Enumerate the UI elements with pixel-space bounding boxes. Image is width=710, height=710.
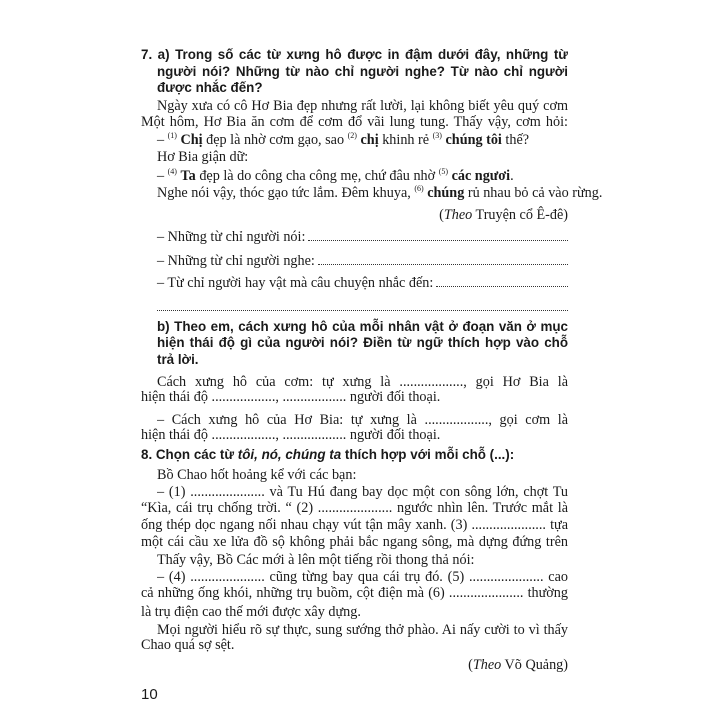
q7-title: 7. a) Trong số các từ xưng hô được in đậm dưới đây, những từ [141,47,568,62]
story-line: “Kìa, cái trụ chống trời. “ (2) ..................... ngước nhìn lên. Trước mắt là [141,500,568,516]
fill-line: hiện thái độ .................., .................. người đối thoại. [141,427,441,443]
story-line: – (4) ..................... cũng từng bay qua cái trụ đó. (5) ..................... cao [157,569,568,585]
page-number: 10 [141,686,158,703]
q8-title: 8. Chọn các từ tôi, nó, chúng ta thích hợp với mỗi chỗ (...): [141,447,515,462]
story-line: là trụ điện cao thế mới được xây dựng. [141,604,361,620]
q7-title: được nhắc đến? [157,80,263,95]
source-citation: (Theo Võ Quảng) [468,657,568,673]
story-line: một cái cầu xe lửa đồ sộ không phải bắc ngang sông, mà dựng đứng trên [141,534,568,550]
story-line: ống thép dọc ngang nối nhau chạy vút tận mây xanh. (3) ..................... tựa [141,517,568,533]
source-citation: (Theo Truyện cổ Ê-đê) [439,207,568,223]
q7b-title: b) Theo em, cách xưng hô của mỗi nhân vật ở đoạn văn ở mục [157,319,568,334]
fill-line: hiện thái độ .................., .................. người đối thoại. [141,389,441,405]
story-line: Một hôm, Hơ Bia ăn cơm để cơm đổ vãi lung tung. Thấy vậy, cơm hỏi: [141,114,568,130]
fill-line: Cách xưng hô của cơm: tự xưng là .................., gọi Hơ Bia là [157,374,568,390]
answer-line[interactable]: – Từ chỉ người hay vật mà câu chuyện nhắc đến: [157,274,568,292]
answer-line[interactable] [157,298,568,316]
story-line: cả những ống khói, những trụ buồm, cột điện mà (6) ..................... thường [141,585,568,601]
q7-title: người nói? Những từ nào chỉ người nghe? Từ nào chỉ người [157,64,568,79]
answer-line[interactable]: – Những từ chỉ người nói: [157,228,568,246]
story-line: Mọi người hiểu rõ sự thực, sung sướng thở phào. Ai nấy cười to vì thấy [157,622,568,638]
fill-line: – Cách xưng hô của Hơ Bia: tự xưng là .................., gọi cơm là [157,412,568,428]
story-line: Thấy vậy, Bồ Các mới à lên một tiếng rồi thong thả nói: [157,552,475,568]
dialogue-1: – $^{(1)}$ Chị đẹp là nhờ cơm gạo, sao $^{(2)}$ chị khinh rẻ $^{(3)}$ chúng tôi thế? [157,131,530,148]
answer-line[interactable]: – Những từ chỉ người nghe: [157,252,568,270]
story-line: Chao quá sợ sệt. [141,637,235,653]
story-line: Ngày xưa có cô Hơ Bia đẹp nhưng rất lười, lại không biết yêu quý cơm [157,98,568,114]
q7b-title: trả lời. [157,352,199,367]
story-line: – (1) ..................... và Tu Hú đang bay dọc một con sông lớn, chợt Tu [157,484,568,500]
story-line: Nghe nói vậy, thóc gạo tức lắm. Đêm khuya, $^{(6)}$ chúng rủ nhau bỏ cả vào rừng. [157,184,603,201]
q7b-title: hiện thái độ gì của người nói? Điền từ ngữ thích hợp vào chỗ [157,335,568,350]
story-line: Hơ Bia giận dữ: [157,149,249,165]
story-line: Bồ Chao hốt hoảng kể với các bạn: [157,467,357,483]
dialogue-2: – $^{(4)}$ Ta đẹp là do công cha công mẹ, chứ đâu nhờ $^{(5)}$ các ngươi. [157,167,514,184]
